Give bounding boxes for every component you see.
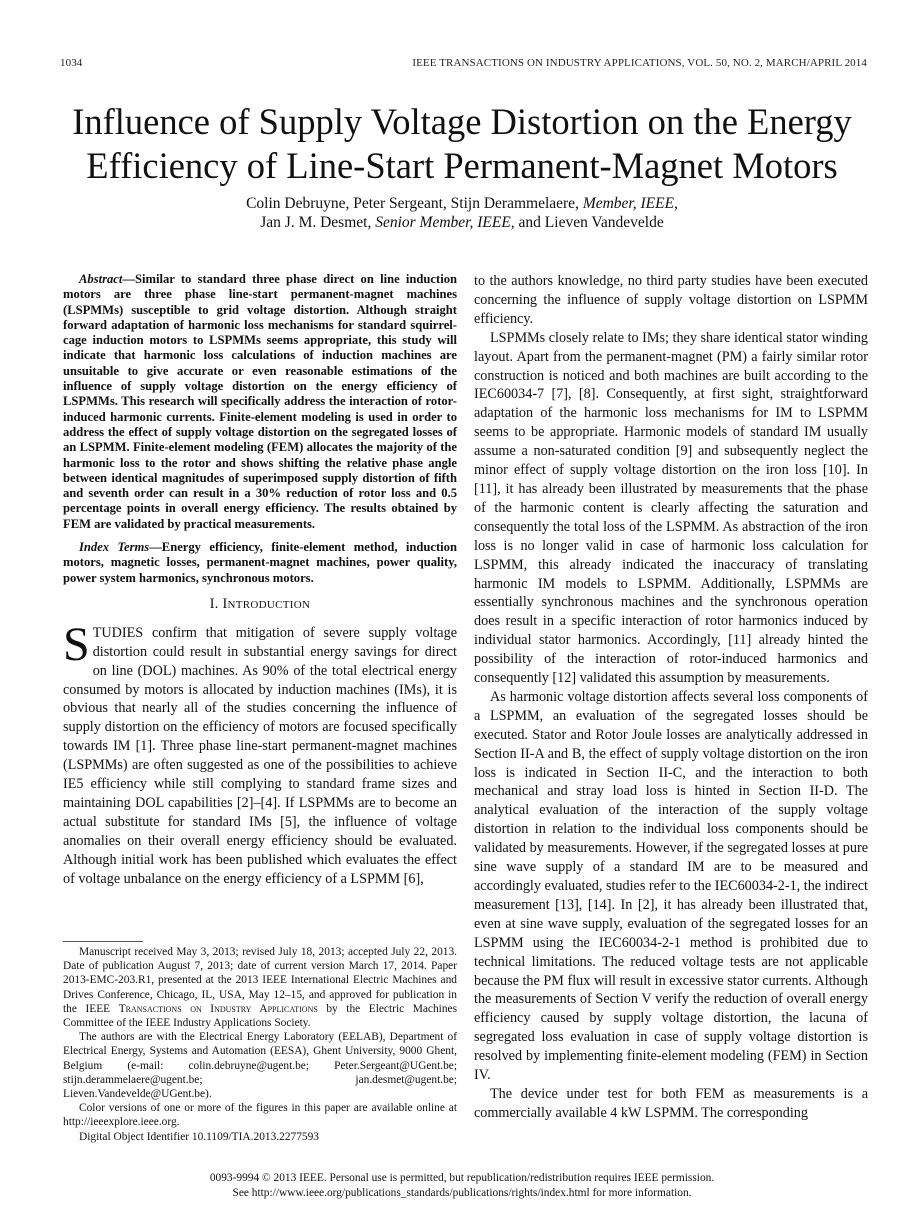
member-grade: Member, IEEE, — [582, 195, 678, 212]
index-terms-label: Index Terms — [79, 540, 150, 555]
footnote-color: Color versions of one or more of the figures in this paper are available online at http://ieeexplore.ieee.org. — [63, 1102, 457, 1129]
footnote-manuscript: Manuscript received May 3, 2013; revised July 18, 2013; accepted July 22, 2013. Date of publication August 7, 2013; date of current version March 17, 2014. Paper 2013-EMC-203.R1, presented at the 2013 IEEE International Electric Machines and Drives Conference, Chicago, IL, USA, May 12–15, and approved for publication in the IEEE Transactions on Industry Applications by the Electric Machines Committee of the IEEE Industry Applications Society. — [63, 946, 457, 1030]
footnote — [63, 945, 457, 1144]
member-grade: Senior Member, IEEE, — [375, 214, 515, 231]
abstract-dash: — — [122, 272, 135, 286]
drop-cap: S — [63, 617, 90, 671]
intro-text: confirm that mitigation of severe supply voltage distortion could result in substantial energy savings for direct on line (DOL) machines. As 90% of the total electrical energy consumed by motors is allocated by induction machines (IMs), it is obvious that nearly all of the studies concerning the influence of supply distortion on the efficiency of motors are focused specifically towards IM [1]. Three phase line-start permanent-magnet machines (LSPMMs) are often suggested as one of the possibilities to achieve IE5 efficiency while still complying to standard frame sizes and maintaining DOL capabilities [2]–[4]. If LSPMMs are to become an actual substitute for standard IMs [5], the influence of voltage anomalies on their overall energy efficiency should be evaluated. Although initial work has been published which evaluates the effect of voltage unbalance on the energy efficiency of a LSPMM [6], — [63, 624, 457, 887]
page-number: 1034 — [60, 57, 83, 69]
body-paragraph: LSPMMs closely relate to IMs; they share identical stator winding layout. Apart from the permanent-magnet (PM) a fairly similar rotor construction is noticed and both machines are built according to the IEC60034-7 [7], [8]. Consequently, at first sight, straightforward adaptation of the harmonic loss mechanisms for IM to LSPMM seems to be appropriate. Harmonic models of standard IM usually assume a non-saturated condition [9] and subsequently neglect the minor effect of supply voltage distortion on the iron loss [10]. In [11], it has already been illustrated by measurements that the phase of the harmonic content is clearly affecting the saturation and consequently the total loss of the LSPMM. As abstraction of the iron loss is no longer valid in case of harmonic loss calculation for LSPMM, this already indicated the inaccuracy of translating harmonic IM models to LSPMM. Additionally, LSPMMs are essentially synchronous machines and the synchronous operation does result in a specific interaction of rotor harmonics induced by individual stator harmonics. Accordingly, [11] already hinted the possibility of the interaction of rotor-induced harmonics and consequently [12] validated this assumption by measurements. — [474, 329, 868, 687]
footnote-affiliation: The authors are with the Electrical Energy Laboratory (EELAB), Department of Electrical Energy, Systems and Automation (EESA), Ghent University, 9000 Ghent, Belgium (e-mail: colin.debruyne@ugent.be; Peter.Sergeant@UGent.be; stijn.derammelaere@ugent.be; jan.desmet@ugent.be; Lieven.Vandevelde@UGent.be). — [63, 1031, 457, 1101]
author-line-1 — [40, 195, 884, 213]
author-names-end: and Lieven Vandevelde — [514, 214, 664, 231]
journal-header: IEEE TRANSACTIONS ON INDUSTRY APPLICATIONS, VOL. 50, NO. 2, MARCH/APRIL 2014 — [412, 57, 867, 69]
author-names: Jan J. M. Desmet, — [260, 214, 376, 231]
index-terms-text: Energy efficiency, finite-element method, induction motors, magnetic losses, permanent-magnet machines, power quality, power system harmonics, synchronous motors. — [63, 540, 457, 585]
abstract-label: Abstract — [79, 272, 123, 286]
index-terms — [63, 540, 457, 586]
footnote-rule — [63, 941, 143, 942]
paper-title: Influence of Supply Voltage Distortion on the Energy Efficiency of Line-Start Permanent-Magnet Motors — [72, 101, 852, 186]
right-column — [474, 272, 868, 1123]
copyright-notice — [40, 1171, 884, 1200]
intro-paragraph — [63, 617, 457, 889]
abstract — [63, 272, 457, 532]
index-terms-dash: — — [149, 540, 162, 555]
copyright-line: 0093-9994 © 2013 IEEE. Personal use is permitted, but republication/redistribution requires IEEE permission. — [209, 1172, 715, 1184]
body-paragraph: As harmonic voltage distortion affects several loss components of a LSPMM, an evaluation of the segregated losses should be executed. Stator and Rotor Joule losses are analytically addressed in Section II-A and B, the effect of supply voltage distortion on the iron loss is indicated in Section II-C, and the interaction to both mechanical and stray load loss is hinted in Section II-D. The analytical evaluation of the interaction of the supply voltage distortion in relation to the individual loss components should be validated by measurements. However, if the segregated losses at pure sine wave supply of a standard IM are to be measured and accordingly evaluated, studies refer to the IEC60034-2-1, the indirect measurement [13], [14]. In [2], it has already been illustrated that, even at sine wave supply, evaluation of the segregated losses for an LSPMM using the IEC60034-2-1 method is prohibited due to technical limitations. The reduced voltage tests are not applicable because the PM flux will result in excessive stator currents. Although the measurements of Section V verify the reduction of overall energy efficiency caused by supply voltage distortion, the lacuna of segregated loss evaluation in case of supply voltage distortion is resolved by implementing finite-element modeling (FEM) in Section IV. — [474, 688, 868, 1084]
author-line-2 — [40, 214, 884, 232]
rights-line: See http://www.ieee.org/publications_standards/publications/rights/index.html for more information. — [232, 1186, 692, 1199]
section-heading: I. INTRODUCTION — [209, 595, 311, 612]
body-paragraph: to the authors knowledge, no third party studies have been executed concerning the influence of supply voltage distortion on LSPMM efficiency. — [474, 273, 868, 327]
footnote-doi: Digital Object Identifier 10.1109/TIA.2013.2277593 — [79, 1130, 319, 1143]
abstract-text: Similar to standard three phase direct on line induction motors are three phase line-start permanent-magnet machines (LSPMMs) susceptible to grid voltage distortion. Although straight forward adaptation of harmonic loss mechanisms for standard squirrel-cage induction motors to LSPMMs seems appropriate, this study will indicate that harmonic loss calculations of induction machines are unsuitable to give accurate or even reasonable estimations of the influence of supply voltage distortion on the energy efficiency of LSPMMs. This research will specifically address the interaction of rotor-induced harmonic currents. Finite-element modeling is used in order to address the effect of supply voltage distortion on the segregated losses of an LSPMM. Finite-element modeling (FEM) allocates the majority of the harmonic loss to the rotor and shows shifting the relative phase angle between identical magnitudes of superimposed supply distortion of fifth and seventh order can result in a 30% reduction of rotor loss and 0.5 percentage points in overall energy efficiency. The results obtained by FEM are validated by practical measurements. — [63, 272, 457, 531]
body-paragraph: The device under test for both FEM as measurements is a commercially available 4 kW LSPMM. The corresponding — [474, 1085, 868, 1121]
author-names: Colin Debruyne, Peter Sergeant, Stijn Derammelaere, — [246, 195, 583, 212]
left-column — [63, 272, 457, 889]
intro-first-word: TUDIES — [92, 624, 144, 641]
